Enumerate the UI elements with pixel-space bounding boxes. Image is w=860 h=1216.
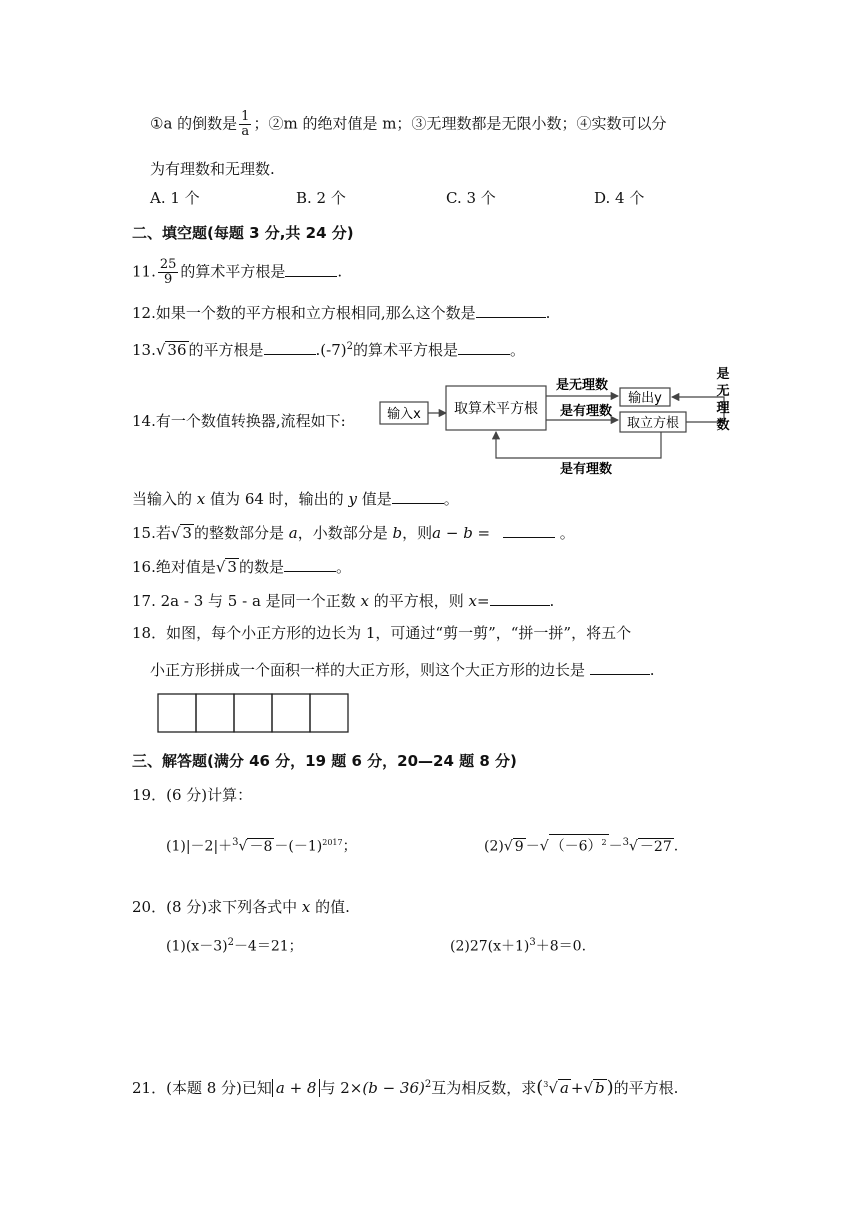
q12: 12.如果一个数的平方根和立方根相同,那么这个数是 . xyxy=(132,304,551,322)
q20-part2: $(2)27(x+1)^3+8=0$. xyxy=(450,937,587,955)
q10-option-b: B. 2 个 xyxy=(296,189,346,207)
q19-part1: $(1)|-2|+^3√ -8 -(-1)^{2017}$； xyxy=(166,837,357,855)
answer-blank[interactable] xyxy=(285,262,337,277)
q13: 13.√ 36 的平方根是 $.(-7)^2$的算术平方根是 。 xyxy=(132,341,526,359)
label-irrational: 是无理数 xyxy=(555,378,609,393)
q10-option-d: D. 4 个 xyxy=(594,189,645,207)
process-label: 取算术平方根 xyxy=(454,401,538,417)
loop-rational xyxy=(496,432,661,458)
input-label: 输入x xyxy=(387,407,421,422)
cube-root-label: 取立方根 xyxy=(626,416,680,431)
square-2 xyxy=(196,694,234,732)
section-3-title: 三、解答题(满分 46 分，19 题 6 分，20—24 题 8 分) xyxy=(132,752,517,770)
q18-line2: 小正方形拼成一个面积一样的大正方形，则这个大正方形的边长是 . xyxy=(150,661,655,679)
answer-blank[interactable] xyxy=(590,660,650,675)
five-squares-figure xyxy=(156,692,356,736)
section-2-title: 二、填空题(每题 3 分,共 24 分) xyxy=(132,224,354,242)
q19-part2: (2)√ 9 －√ $(-6)^2 -^3√ -27$ . xyxy=(484,832,678,858)
output-label: 输出y xyxy=(628,391,662,406)
label-side-1: 是 xyxy=(716,367,730,382)
square-1 xyxy=(158,694,196,732)
fraction-1-over-a: $\frac{1}{a}$ xyxy=(241,109,250,139)
number-converter-flowchart xyxy=(374,362,744,476)
fraction-25-over-9: $\frac{25}{9}$ xyxy=(159,257,177,287)
q10-option-a: A. 1 个 xyxy=(150,189,200,207)
q17: 17. 2a - 3 与 5 - a 是同一个正数 x 的平方根，则 x= . xyxy=(132,592,555,610)
square-5 xyxy=(310,694,348,732)
answer-blank[interactable] xyxy=(490,591,550,606)
label-rational-2: 是有理数 xyxy=(559,462,613,476)
q20-part1: $(1)(x-3)^2-4=21$； xyxy=(166,937,303,955)
q16: 16.绝对值是√ 3 的数是 。 xyxy=(132,558,351,576)
q14-intro: 14.有一个数值转换器,流程如下: xyxy=(132,412,346,430)
square-3 xyxy=(234,694,272,732)
answer-blank[interactable] xyxy=(392,489,444,504)
q15: 15.若√ 3 的整数部分是 a，小数部分是 b，则a − b = 。 xyxy=(132,524,575,542)
label-side-2: 无 xyxy=(716,384,730,399)
answer-blank[interactable] xyxy=(264,340,316,355)
label-side-3: 理 xyxy=(716,401,730,416)
q10-option-c: C. 3 个 xyxy=(446,189,496,207)
q10-statement-line1: ①a 的倒数是 $\frac{1}{a}$ ；②m 的绝对值是 m；③无理数都是无限小数；④实数可以分 xyxy=(150,109,667,139)
answer-blank[interactable] xyxy=(284,557,336,572)
answer-blank[interactable] xyxy=(476,303,546,318)
label-rational-1: 是有理数 xyxy=(559,404,613,419)
label-side-4: 数 xyxy=(716,418,730,433)
answer-blank[interactable] xyxy=(503,523,555,538)
q20-title: 20．(8 分)求下列各式中 x 的值. xyxy=(132,898,350,916)
q14-followup: 当输入的 x 值为 64 时，输出的 y 值是 。 xyxy=(132,490,459,508)
q21: 21．(本题 8 分)已知 a + 8 与 $2\times(b - 36)^2$互为相反数，求($^3$√ a +√ b )的平方根. xyxy=(132,1077,679,1098)
q10-statement-line2: 为有理数和无理数. xyxy=(150,160,275,178)
q18-line1: 18．如图，每个小正方形的边长为 1，可通过“剪一剪”，“拼一拼”，将五个 xyxy=(132,624,632,642)
answer-blank[interactable] xyxy=(458,340,510,355)
q11: 11. $\frac{25}{9}$ 的算术平方根是 . xyxy=(132,257,343,287)
square-4 xyxy=(272,694,310,732)
q19-title: 19．(6 分)计算： xyxy=(132,786,253,804)
